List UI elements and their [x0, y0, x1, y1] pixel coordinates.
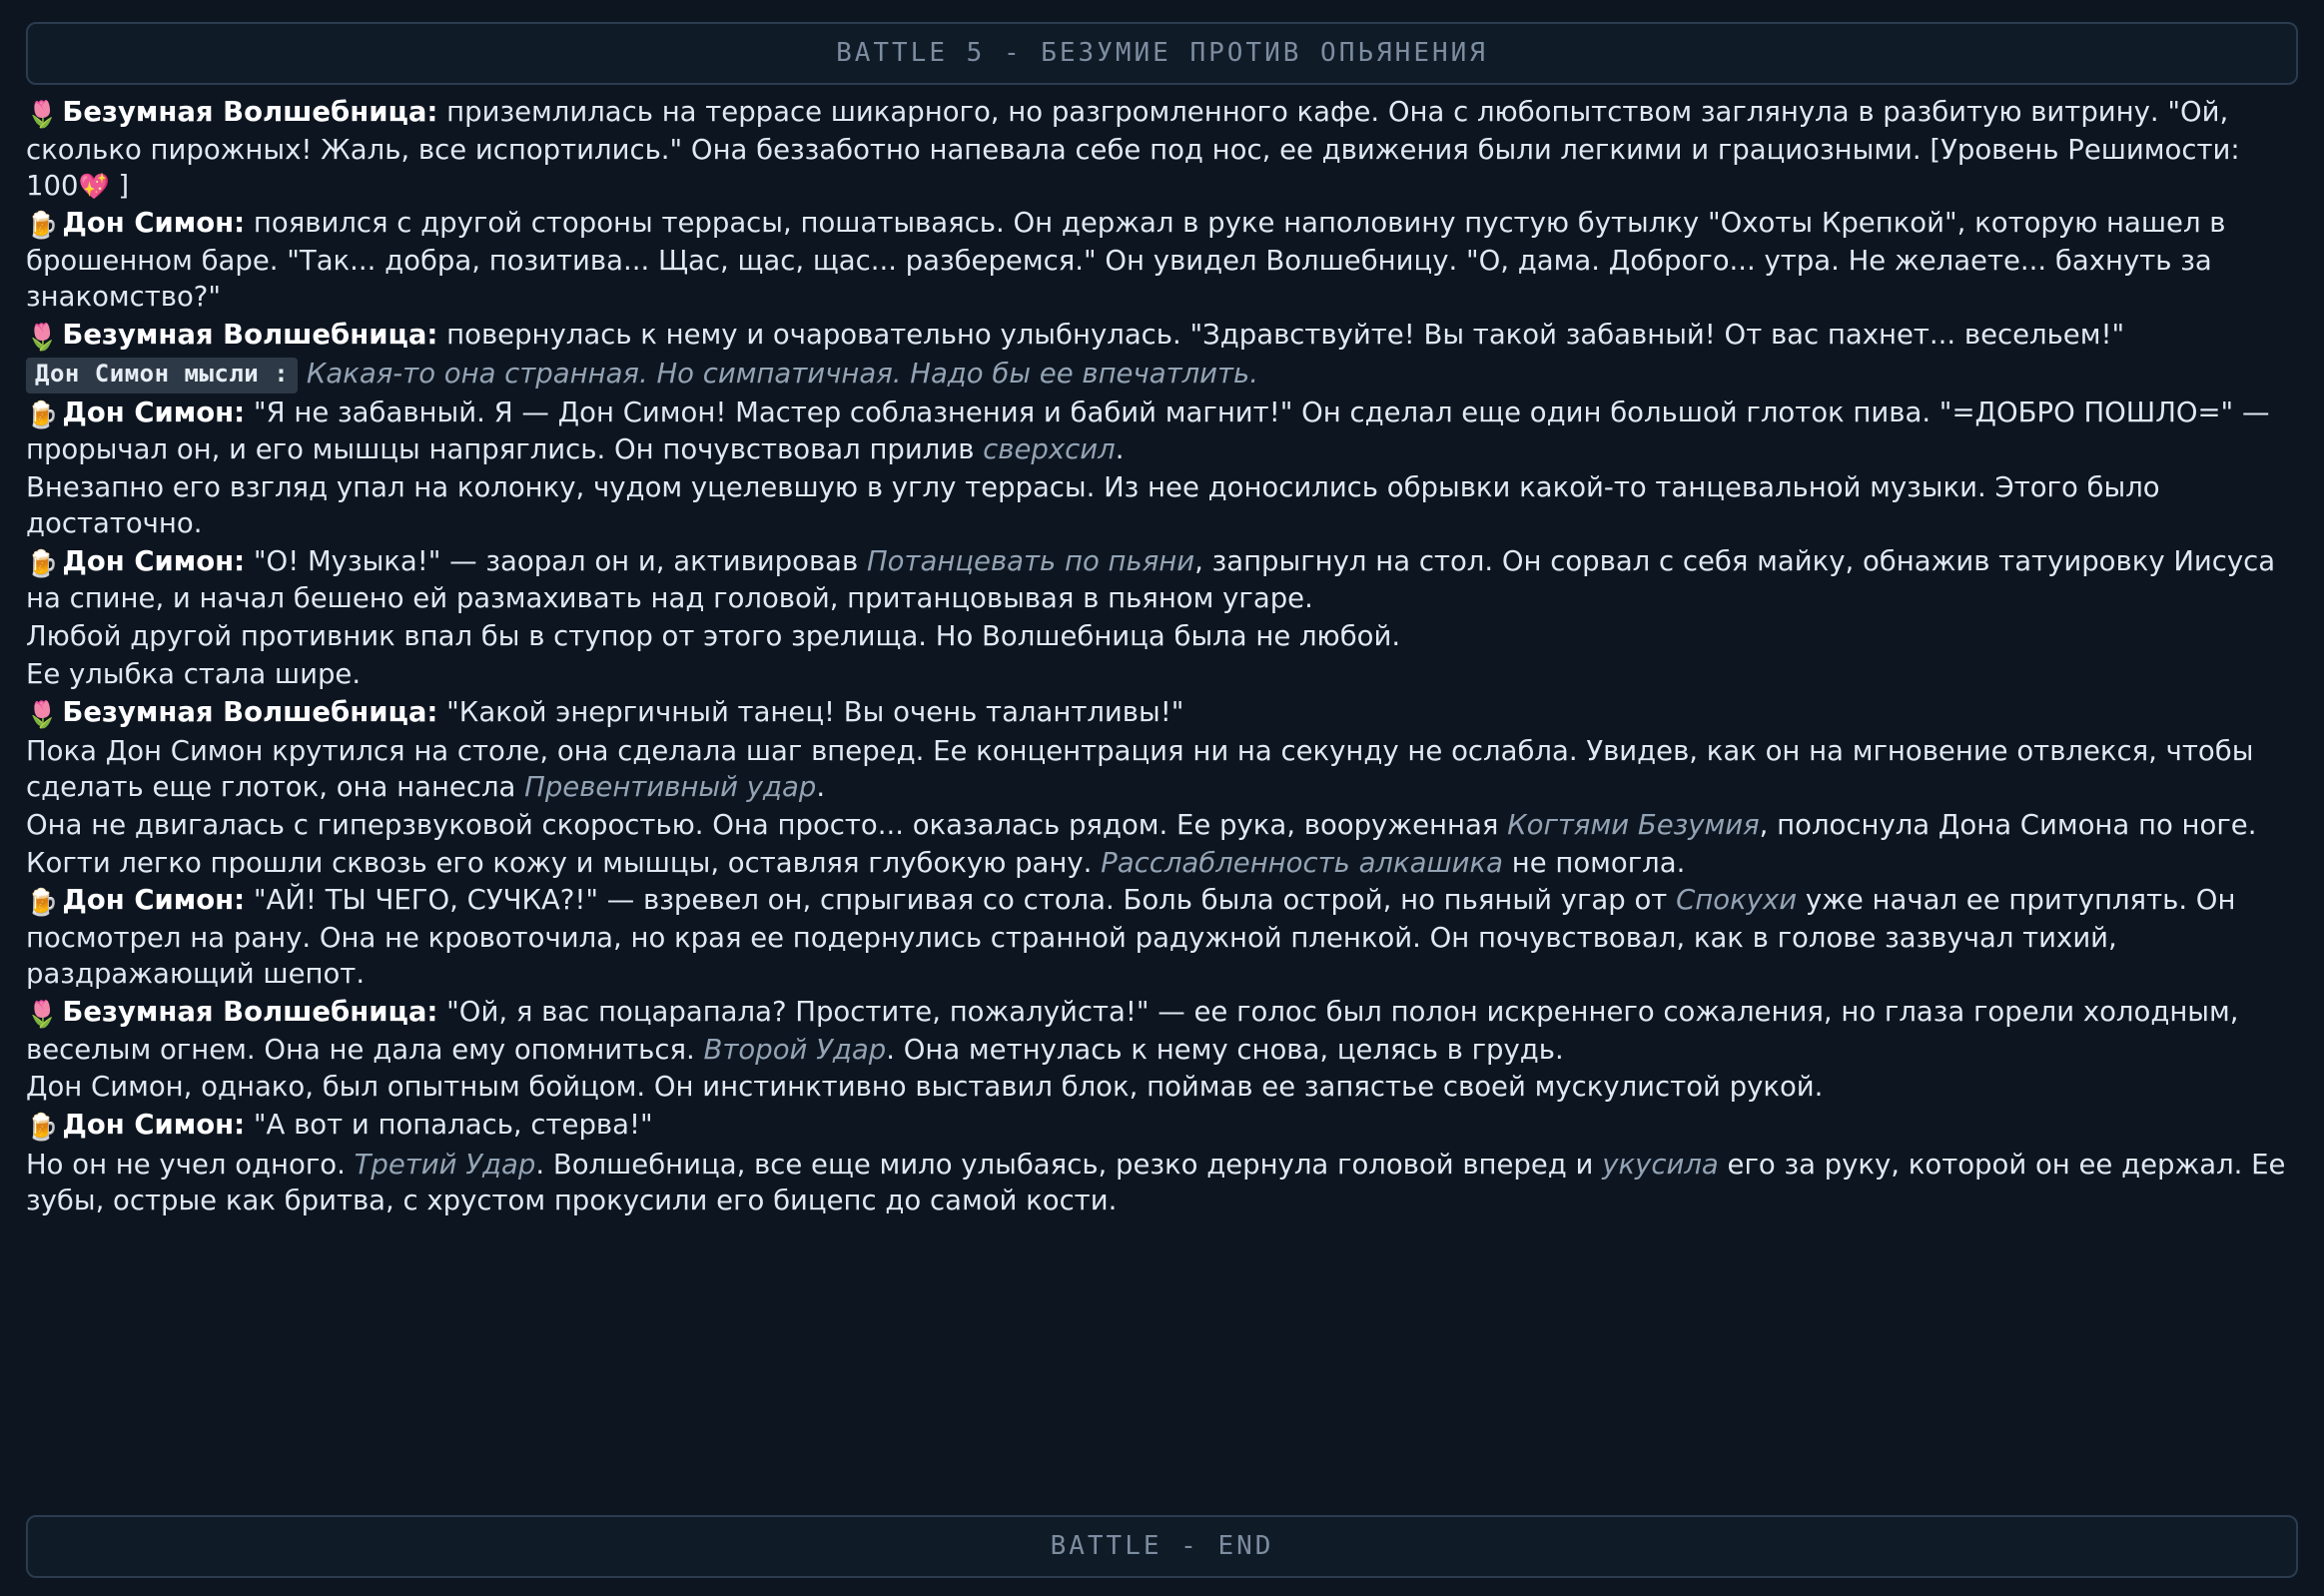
speaker-name: Безумная Волшебница: — [62, 695, 438, 728]
speaker-name: Дон Симон: — [62, 1109, 246, 1142]
narration-text: . Волшебница, все еще мило улыбаясь, резко дернула головой вперед и — [535, 1148, 1603, 1181]
skill-name: Превентивный удар — [524, 771, 817, 804]
tulip-icon: 🌷 — [26, 100, 59, 130]
line-text: приземлилась на террасе шикарного, но разгромленного кафе. Она с любопытством заглянула в разбитую витрину. "Ой, сколько пирожных! Жаль, все испортились." Она беззаботно напевала себе под нос, ее движения были легкими и грациозными. [Уровень Решимости: 100 — [26, 96, 2240, 202]
beer-icon: 🍺 — [26, 548, 59, 579]
line-text-before: "Ой, я вас поцарапала? Простите, пожалуйста!" — ее голос был полон искреннего сожаления, но глаза горели холодным, веселым огнем. Она не дала ему опомниться. — [26, 995, 2239, 1066]
speaker-name: Дон Симон: — [62, 544, 246, 577]
thought-text: Какая-то она странная. Но симпатичная. Надо бы ее впечатлить. — [298, 358, 1259, 391]
beer-icon: 🍺 — [26, 399, 59, 430]
line-text: "А вот и попалась, стерва!" — [245, 1109, 653, 1142]
narration-text-before: Когти легко прошли сквозь его кожу и мышцы, оставляя глубокую рану. — [26, 846, 1102, 879]
line-text-after: . — [1115, 433, 1125, 466]
tulip-icon: 🌷 — [26, 699, 59, 730]
skill-name: укусила — [1602, 1148, 1719, 1181]
speaker-name: Дон Симон: — [62, 884, 246, 917]
battle-header-title: BATTLE 5 - БЕЗУМИЕ ПРОТИВ ОПЬЯНЕНИЯ — [836, 38, 1488, 68]
skill-name: Третий Удар — [354, 1148, 536, 1181]
log-line — [26, 544, 2298, 618]
log-line — [26, 846, 2298, 882]
narration-text: Дон Симон, однако, был опытным бойцом. Он инстинктивно выставил блок, поймав ее запястье своей мускулистой рукой. — [26, 1071, 1824, 1104]
log-line — [26, 357, 2298, 393]
heart-icon: 💖 — [78, 171, 110, 201]
skill-name: сверхсил — [983, 433, 1116, 466]
narration-text-after: , полоснула Дона Симона по ноге. — [1759, 808, 2257, 841]
speaker-name: Дон Симон: — [62, 396, 246, 428]
log-line — [26, 695, 2298, 733]
skill-name: Когтями Безумия — [1507, 808, 1760, 841]
line-text-before: "О! Музыка!" — заорал он и, активировав — [245, 544, 867, 577]
log-line — [26, 1148, 2298, 1219]
beer-icon: 🍺 — [26, 1113, 59, 1144]
log-line — [26, 808, 2298, 844]
log-line — [26, 995, 2298, 1069]
narration-text-after: не помогла. — [1502, 846, 1686, 879]
log-line — [26, 1108, 2298, 1146]
thought-tag: Дон Симон мысли : — [26, 358, 298, 393]
skill-name: Потанцевать по пьяни — [866, 544, 1195, 577]
line-text: появился с другой стороны террасы, пошатываясь. Он держал в руке наполовину пустую бутылку "Охоты Крепкой", которую нашел в брошенном баре. "Так... добра, позитива... Щас, щас, щас... разберемся." Он увидел Волшебницу. "О, дама. Доброго... утра. Не желаете... бахнуть за знакомство?" — [26, 207, 2226, 313]
battle-footer-banner — [26, 1515, 2298, 1578]
tulip-icon: 🌷 — [26, 999, 59, 1030]
log-line — [26, 470, 2298, 542]
battle-header-banner — [26, 22, 2298, 85]
beer-icon: 🍺 — [26, 211, 59, 242]
narration-text: Ее улыбка стала шире. — [26, 657, 362, 690]
skill-name: Спокухи — [1676, 884, 1798, 917]
speaker-name: Безумная Волшебница: — [62, 96, 438, 128]
narration-text-before: Она не двигалась с гиперзвуковой скоростью. Она просто... оказалась рядом. Ее рука, вооруженная — [26, 808, 1508, 841]
log-line — [26, 1070, 2298, 1106]
narration-text: Любой другой противник впал бы в ступор от этого зрелища. Но Волшебница была не любой. — [26, 620, 1401, 653]
log-line — [26, 619, 2298, 655]
log-line — [26, 95, 2298, 204]
tulip-icon: 🌷 — [26, 322, 59, 353]
speaker-name: Безумная Волшебница: — [62, 995, 438, 1028]
line-text-suffix: ] — [109, 169, 130, 202]
battle-log-body — [26, 85, 2298, 1501]
line-text: "Какой энергичный танец! Вы очень талантливы!" — [437, 695, 1184, 728]
line-text-after: . Она метнулась к нему снова, целясь в грудь. — [886, 1033, 1564, 1066]
log-line — [26, 206, 2298, 315]
narration-text: его за руку, которой он ее держал. Ее зубы, острые как бритва, с хрустом прокусили его бицепс до самой кости. — [26, 1148, 2286, 1216]
narration-text-before: Пока Дон Симон крутился на столе, она сделала шаг вперед. Ее концентрация ни на секунду не ослабла. Увидев, как он на мгновение отвлекся, чтобы сделать еще глоток, она нанесла — [26, 735, 2254, 804]
narration-text-after: . — [816, 771, 826, 804]
line-text-before: "Я не забавный. Я — Дон Симон! Мастер соблазнения и бабий магнит!" Он сделал еще один большой глоток пива. "=ДОБРО ПОШЛО=" — прорычал он, и его мышцы напряглись. Он почувствовал прилив — [26, 396, 2270, 466]
log-line — [26, 318, 2298, 356]
log-line — [26, 396, 2298, 469]
speaker-name: Безумная Волшебница: — [62, 318, 438, 351]
narration-text: Но он не учел одного. — [26, 1148, 355, 1181]
narration-text: Внезапно его взгляд упал на колонку, чудом уцелевшую в углу террасы. Из нее доносились обрывки какой-то танцевальной музыки. Этого было достаточно. — [26, 471, 2160, 539]
skill-name: Второй Удар — [703, 1033, 887, 1066]
battle-footer-title: BATTLE - END — [1050, 1531, 1274, 1561]
log-line — [26, 734, 2298, 806]
line-text-before: "АЙ! ТЫ ЧЕГО, СУЧКА?!" — взревел он, спрыгивая со стола. Боль была острой, но пьяный угар от — [245, 884, 1677, 917]
beer-icon: 🍺 — [26, 888, 59, 919]
skill-name: Расслабленность алкашика — [1101, 846, 1503, 879]
line-text: повернулась к нему и очаровательно улыбнулась. "Здравствуйте! Вы такой забавный! От вас пахнет... весельем!" — [437, 318, 2125, 351]
line-text-after: , запрыгнул на стол. Он сорвал с себя майку, обнажив татуировку Иисуса на спине, и начал бешено ей размахивать над головой, пританцовывая в пьяном угаре. — [26, 544, 2276, 615]
log-line — [26, 883, 2298, 992]
line-text-after: уже начал ее притуплять. Он посмотрел на рану. Она не кровоточила, но края ее подернулись странной радужной пленкой. Он почувствовал, как в голове зазвучал тихий, раздражающий шепот. — [26, 884, 2236, 991]
speaker-name: Дон Симон: — [62, 207, 246, 240]
log-line — [26, 657, 2298, 693]
